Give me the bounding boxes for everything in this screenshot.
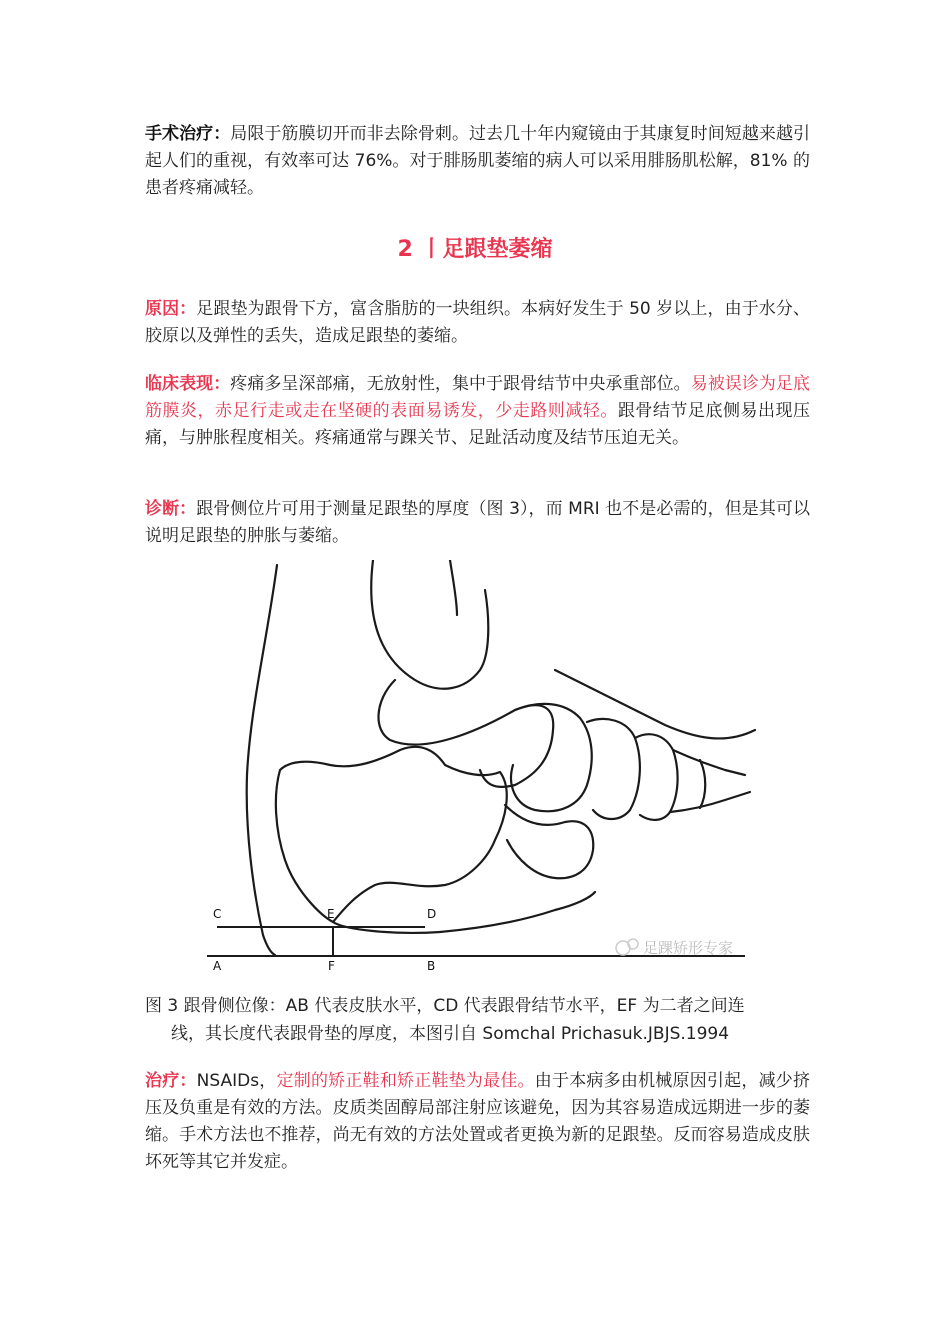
clinical-label: 临床表现：	[145, 374, 231, 394]
section-heading: 2 丨足跟垫萎缩	[397, 237, 553, 262]
treatment-text-1: NSAIDs，	[196, 1071, 277, 1091]
cuneiform-1-outline	[587, 719, 640, 819]
label-f: F	[328, 959, 335, 973]
metatarsal-lower-outline	[670, 792, 750, 812]
tibia-outline	[247, 565, 277, 955]
heel-diagram-svg	[195, 560, 760, 975]
fibula-outline	[371, 560, 488, 689]
caption-line-1: 图 3 跟骨侧位像：AB 代表皮肤水平，CD 代表跟骨结节水平，EF 为二者之间连	[145, 996, 745, 1016]
calcaneus-outline	[276, 747, 507, 922]
paragraph-surgery	[145, 121, 810, 202]
treatment-highlight: 定制的矫正鞋和矫正鞋垫为最佳。	[276, 1071, 535, 1091]
label-d: D	[427, 907, 437, 921]
label-c: C	[213, 907, 222, 921]
clinical-highlight: 易被误诊为足底筋膜炎，赤足行走或走在坚硬的表面易诱发，少走路则减轻。	[145, 374, 811, 421]
upper-bone-outline	[450, 560, 457, 615]
heel-lateral-diagram	[195, 560, 760, 975]
label-b: B	[427, 959, 436, 973]
treatment-text-2: 由于本病多由机械原因引起，减少挤压及负重是有效的方法。皮质类固醇局部注射应该避免，因为其容易造成远期进一步的萎缩。手术方法也不推荐，尚无有效的方法处置或者更换为新的足跟垫。反而容易造成皮肤坏死等其它并发症。	[145, 1071, 811, 1172]
watermark-text: 足踝矫形专家	[643, 939, 734, 957]
treatment-label: 治疗：	[145, 1071, 197, 1091]
cause-text: 足跟垫为跟骨下方，富含脂肪的一块组织。本病好发生于 50 岁以上，由于水分、胶原以及弹性的丢失，造成足跟垫的萎缩。	[145, 299, 810, 346]
cuneiform-2-outline	[635, 734, 678, 820]
caption-line-2: 线，其长度代表跟骨垫的厚度，本图引自 Somchal Prichasuk.JBJS.1994	[171, 1024, 730, 1044]
label-e: E	[327, 907, 335, 921]
clinical-text-2: 跟骨结节足底侧易出现压痛，与肿胀程度相关。疼痛通常与踝关节、足趾活动度及结节压迫无关。	[145, 401, 811, 448]
paragraph-cause	[145, 296, 810, 350]
surgery-text: 局限于筋膜切开而非去除骨刺。过去几十年内窥镜由于其康复时间短越来越引起人们的重视，有效率可达 76%。对于腓肠肌萎缩的病人可以采用腓肠肌松解，81% 的患者疼痛减轻。	[145, 124, 811, 198]
paragraph-diagnosis	[145, 496, 810, 550]
diagnosis-text: 跟骨侧位片可用于测量足跟垫的厚度（图 3），而 MRI 也不是必需的，但是其可以说明足跟垫的肿胀与萎缩。	[145, 499, 810, 546]
talus-outline	[379, 680, 554, 787]
navicular-outline	[511, 704, 592, 811]
metatarsal-outline	[673, 750, 745, 775]
label-a: A	[213, 959, 222, 973]
cuboid-outline	[505, 805, 593, 878]
metatarsal-joint-outline	[700, 760, 705, 808]
paragraph-clinical	[145, 371, 810, 452]
clinical-text-1: 疼痛多呈深部痛，无放射性，集中于跟骨结节中央承重部位。	[230, 374, 691, 394]
surgery-label: 手术治疗：	[145, 124, 231, 144]
paragraph-treatment	[145, 1068, 810, 1176]
figure-caption	[145, 992, 810, 1048]
watermark-icon	[616, 939, 638, 955]
diagnosis-label: 诊断：	[145, 499, 197, 519]
cause-label: 原因：	[145, 299, 197, 319]
